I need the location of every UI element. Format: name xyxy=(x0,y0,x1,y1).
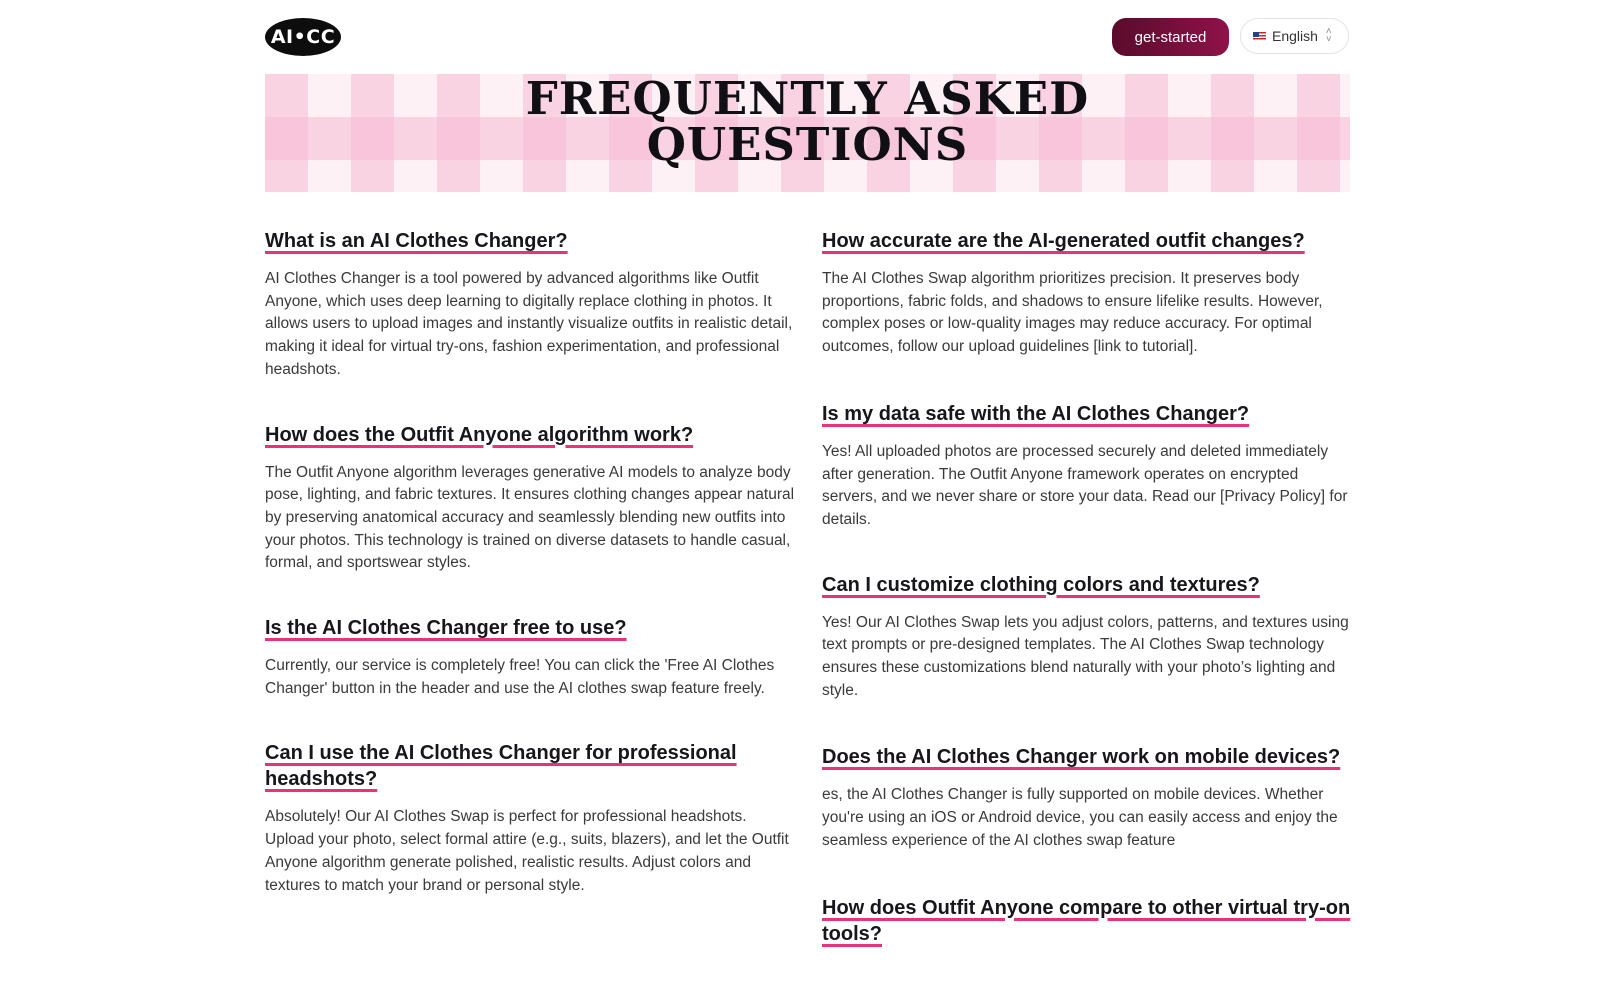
page-title-line-2: QUESTIONS xyxy=(646,118,969,171)
chevron-up-down-icon: ˄ ˅ xyxy=(1325,26,1332,45)
faq-question[interactable]: What is an AI Clothes Changer? xyxy=(265,230,568,252)
faq-question[interactable]: How does the Outfit Anyone algorithm work? xyxy=(265,423,694,446)
site-header xyxy=(265,18,1349,56)
faq-question[interactable]: Is the AI Clothes Changer free to use? xyxy=(265,617,627,640)
faq-answer: Absolutely! Our AI Clothes Swap is perfect for professional headshots. Upload your photo, select formal attire (e.g., suits, blazers), and let the Outfit Anyone algorithm generate polished, realistic results. Adjust colors and textures to match your brand or personal style. xyxy=(265,808,789,894)
get-started-button[interactable]: get-started xyxy=(1112,18,1229,56)
faq-answer: The Outfit Anyone algorithm leverages generative AI models to analyze body pose, lighting, and fabric textures. It ensures clothing changes appear natural by preserving anatomical accuracy and seamlessly blending new outfits into your photos. This technology is trained on diverse datasets to handle casual, formal, and sportswear styles. xyxy=(265,463,795,572)
faq-answer: Yes! All uploaded photos are processed securely and deleted immediately after generation. The Outfit Anyone framework operates on encrypted servers, and we never share or store your data. Read our [Privacy Policy] for details. xyxy=(822,442,1348,528)
faq-item xyxy=(265,740,795,897)
faq-item xyxy=(822,228,1352,359)
faq-answer: es, the AI Clothes Changer is fully supported on mobile devices. Whether you're using an iOS or Android device, you can easily access and enjoy the seamless experience of the AI clothes swap feature xyxy=(822,786,1338,849)
faq-question[interactable]: How does Outfit Anyone compare to other virtual try-on tools? xyxy=(822,896,1351,945)
faq-question[interactable]: Is my data safe with the AI Clothes Changer? xyxy=(822,402,1250,425)
faq-item xyxy=(822,572,1352,703)
faq-answer: AI Clothes Changer is a tool powered by advanced algorithms like Outfit Anyone, which uses deep learning to digitally replace clothing in photos. It allows users to upload images and instantly visualize outfits in realistic detail, making it ideal for virtual try-ons, fashion experimentation, and professional headshots. xyxy=(265,270,793,378)
faq-column-left xyxy=(265,228,795,937)
faq-question[interactable]: Can I customize clothing colors and textures? xyxy=(822,573,1260,596)
language-select[interactable] xyxy=(1240,18,1349,54)
faq-question[interactable]: Can I use the AI Clothes Changer for professional headshots? xyxy=(265,742,737,791)
faq-item xyxy=(822,744,1352,852)
faq-answer: The AI Clothes Swap algorithm prioritizes precision. It preserves body proportions, fabric folds, and shadows to ensure lifelike results. However, complex poses or low-quality images may reduce accuracy. For optimal outcomes, follow our upload guidelines [link to tutorial]. xyxy=(822,270,1323,356)
logo[interactable]: AI•CC xyxy=(265,18,341,56)
faq-item xyxy=(265,228,795,382)
us-flag-icon xyxy=(1253,32,1266,41)
page-title-line-1: FREQUENTLY ASKED xyxy=(525,72,1090,125)
language-label: English xyxy=(1272,28,1318,44)
faq-answer: Yes! Our AI Clothes Swap lets you adjust colors, patterns, and textures using text prompts or pre-designed templates. The AI Clothes Swap technology ensures these customizations blend naturally with your photo’s lighting and style. xyxy=(822,613,1349,699)
page-title xyxy=(265,72,1350,171)
faq-column-right xyxy=(822,228,1352,989)
faq-question[interactable]: How accurate are the AI-generated outfit changes? xyxy=(822,230,1305,252)
faq-item xyxy=(265,615,795,700)
faq-item xyxy=(822,895,1352,947)
faq-answer: Currently, our service is completely free! You can click the 'Free AI Clothes Changer' button in the header and use the AI clothes swap feature freely. xyxy=(265,657,775,697)
faq-question[interactable]: Does the AI Clothes Changer work on mobile devices? xyxy=(822,746,1341,769)
faq-item xyxy=(265,422,795,576)
faq-item xyxy=(822,401,1352,532)
